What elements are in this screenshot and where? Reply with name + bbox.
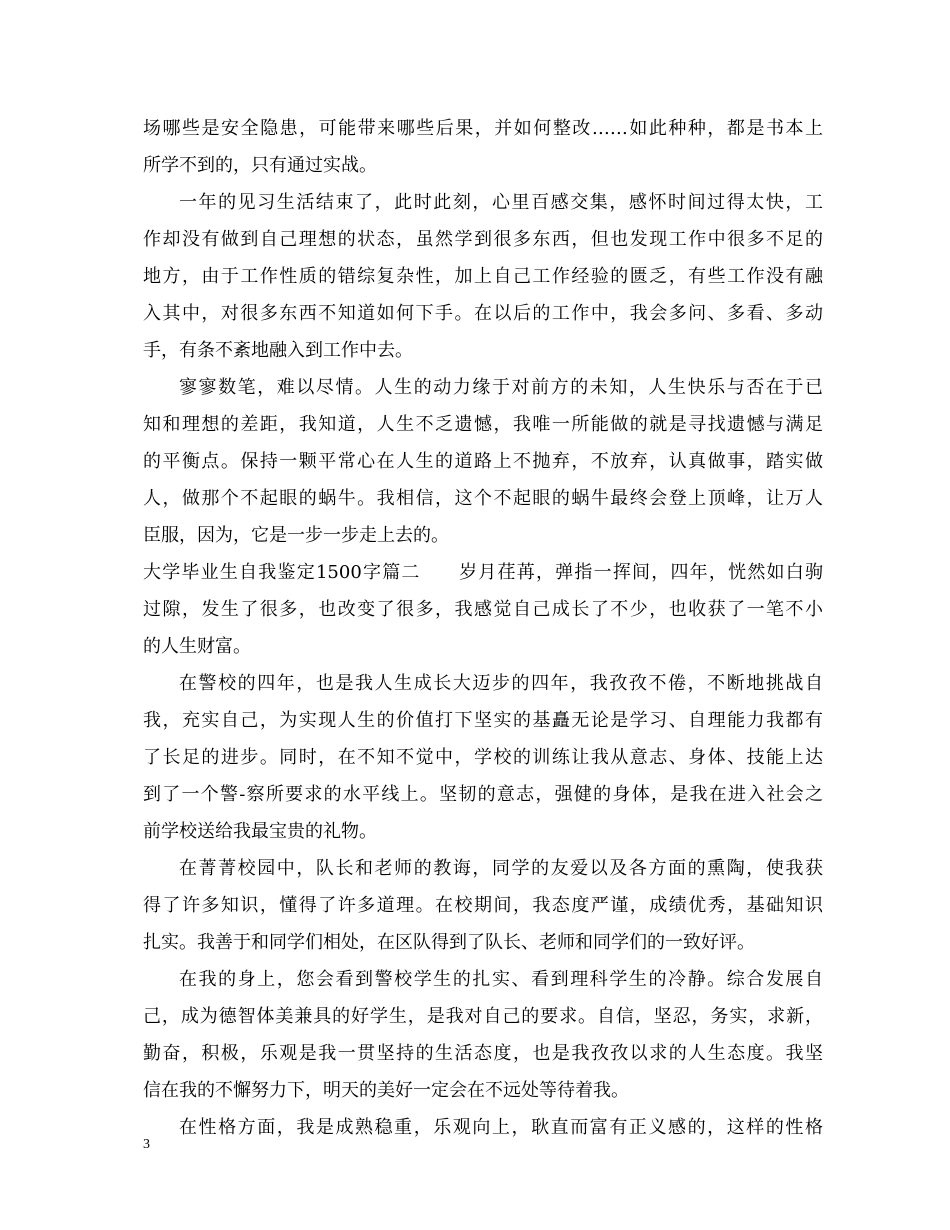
- text-line: 扎实。我善于和同学们相处，在区队得到了队长、老师和同学们的一致好评。: [143, 932, 755, 953]
- text-line: 作却没有做到自己理想的状态，虽然学到很多东西，但也发现工作中很多不足的: [143, 229, 823, 250]
- text-line: 信在我的不懈努力下，明天的美好一定会在不远处等待着我。: [143, 1080, 629, 1101]
- text-line: 入其中，对很多东西不知道如何下手。在以后的工作中，我会多问、多看、多动: [143, 303, 823, 324]
- text-line: 人，做那个不起眼的蜗牛。我相信，这个不起眼的蜗牛最终会登上顶峰，让万人: [143, 488, 823, 509]
- text-line: 前学校送给我最宝贵的礼物。: [143, 821, 377, 842]
- text-line: 在菁菁校园中，队长和老师的教诲，同学的友爱以及各方面的熏陶，使我获: [179, 858, 823, 879]
- text-line: 手，有条不紊地融入到工作中去。: [143, 340, 413, 361]
- text-line: 到了一个警-察所要求的水平线上。坚韧的意志，强健的身体，是我在进入社会之: [143, 784, 823, 805]
- text-line: 所学不到的，只有通过实战。: [143, 155, 377, 176]
- text-line: 臣服，因为，它是一步一步走上去的。: [143, 525, 449, 546]
- text-line: 得了许多知识，懂得了许多道理。在校期间，我态度严谨，成绩优秀，基础知识: [143, 895, 823, 916]
- text-line: 在性格方面，我是成熟稳重，乐观向上，耿直而富有正义感的，这样的性格: [179, 1117, 823, 1138]
- text-line: 地方，由于工作性质的错综复杂性，加上自己工作经验的匮乏，有些工作没有融: [143, 266, 823, 287]
- text-line: 在我的身上，您会看到警校学生的扎实、看到理科学生的冷静。综合发展自: [179, 969, 823, 990]
- text-line: 大学毕业生自我鉴定1500字篇二 岁月荏苒，弹指一挥间，四年，恍然如白驹: [143, 562, 823, 583]
- text-line: 的平衡点。保持一颗平常心在人生的道路上不抛弃，不放弃，认真做事，踏实做: [143, 451, 823, 472]
- page-number: 3: [143, 1137, 150, 1152]
- text-line: 的人生财富。: [143, 636, 251, 657]
- text-line: 在警校的四年，也是我人生成长大迈步的四年，我孜孜不倦，不断地挑战自: [179, 673, 823, 694]
- text-line: 己，成为德智体美兼具的好学生，是我对自己的要求。自信，坚忍，务实，求新，: [143, 1006, 823, 1027]
- text-line: 我，充实自己，为实现人生的价值打下坚实的基矗无论是学习、自理能力我都有: [143, 710, 823, 731]
- text-line: 了长足的进步。同时，在不知不觉中，学校的训练让我从意志、身体、技能上达: [143, 747, 823, 768]
- text-line: 勤奋，积极，乐观是我一贯坚持的生活态度，也是我孜孜以求的人生态度。我坚: [143, 1043, 823, 1064]
- text-line: 寥寥数笔，难以尽情。人生的动力缘于对前方的未知，人生快乐与否在于已: [179, 377, 823, 398]
- text-line: 过隙，发生了很多，也改变了很多，我感觉自己成长了不少，也收获了一笔不小: [143, 599, 823, 620]
- text-line: 知和理想的差距，我知道，人生不乏遗憾，我唯一所能做的就是寻找遗憾与满足: [143, 414, 823, 435]
- text-line: 一年的见习生活结束了，此时此刻，心里百感交集，感怀时间过得太快，工: [179, 192, 823, 213]
- text-line: 场哪些是安全隐患，可能带来哪些后果，并如何整改……如此种种，都是书本上: [143, 118, 823, 139]
